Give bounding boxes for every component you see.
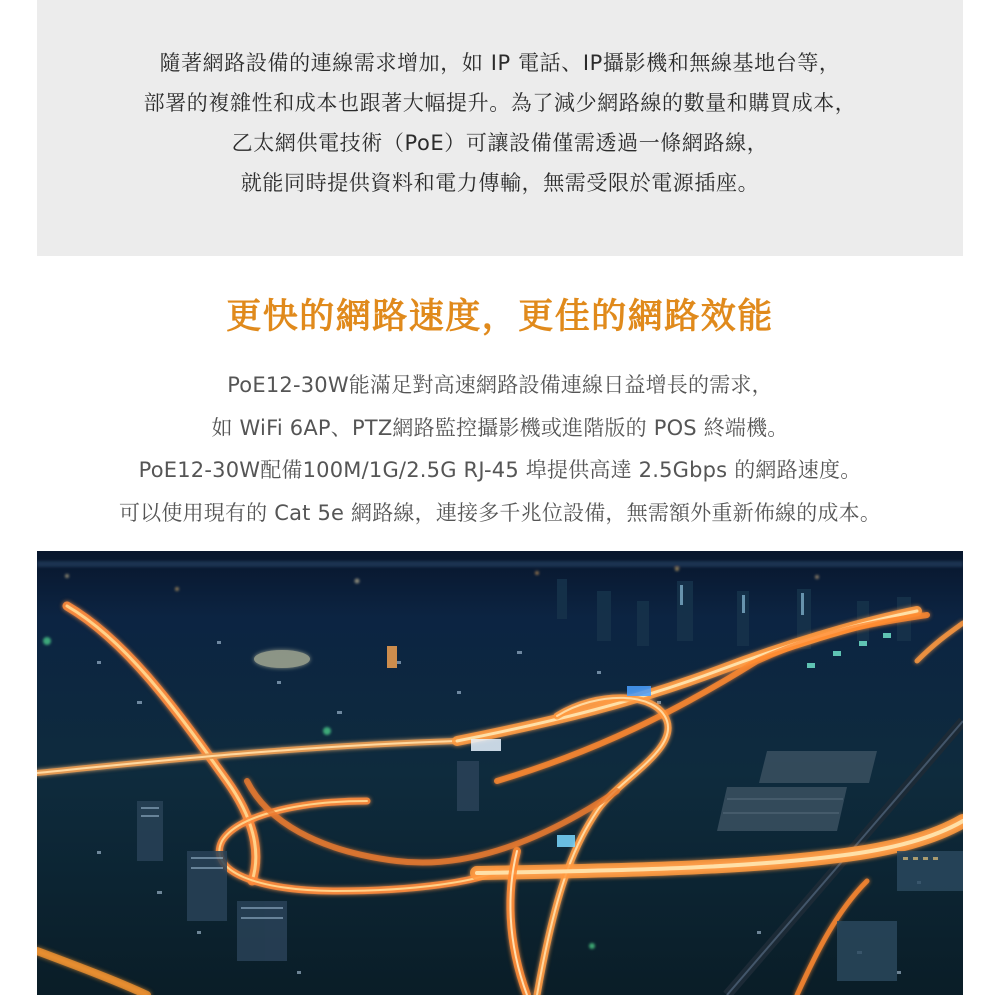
- intro-line-4: 就能同時提供資料和電力傳輸，無需受限於電源插座。: [240, 171, 760, 195]
- body-line-4: 可以使用現有的 Cat 5e 網路線，連接多千兆位設備，無需額外重新佈線的成本。: [118, 500, 882, 525]
- body-line-2: 如 WiFi 6AP、PTZ網路監控攝影機或進階版的 POS 終端機。: [211, 415, 789, 440]
- city-night-highway-photo: [37, 551, 963, 995]
- intro-line-1: 隨著網路設備的連線需求增加，如 IP 電話、IP攝影機和無線基地台等，: [159, 51, 841, 75]
- intro-line-3: 乙太網供電技術（PoE）可讓設備僅需透過一條網路線，: [231, 131, 769, 155]
- body-line-1: PoE12-30W能滿足對高速網路設備連線日益增長的需求，: [227, 373, 773, 397]
- intro-line-2: 部署的複雜性和成本也跟著大幅提升。為了減少網路線的數量和購買成本，: [143, 91, 857, 115]
- section-body: [0, 364, 1000, 534]
- city-photo-illustration: [37, 551, 963, 995]
- body-line-3: PoE12-30W配備100M/1G/2.5G RJ-45 埠提供高達 2.5Gbps 的網路速度。: [138, 458, 862, 482]
- section-heading: 更快的網路速度，更佳的網路效能: [226, 297, 774, 337]
- intro-panel: [37, 0, 963, 256]
